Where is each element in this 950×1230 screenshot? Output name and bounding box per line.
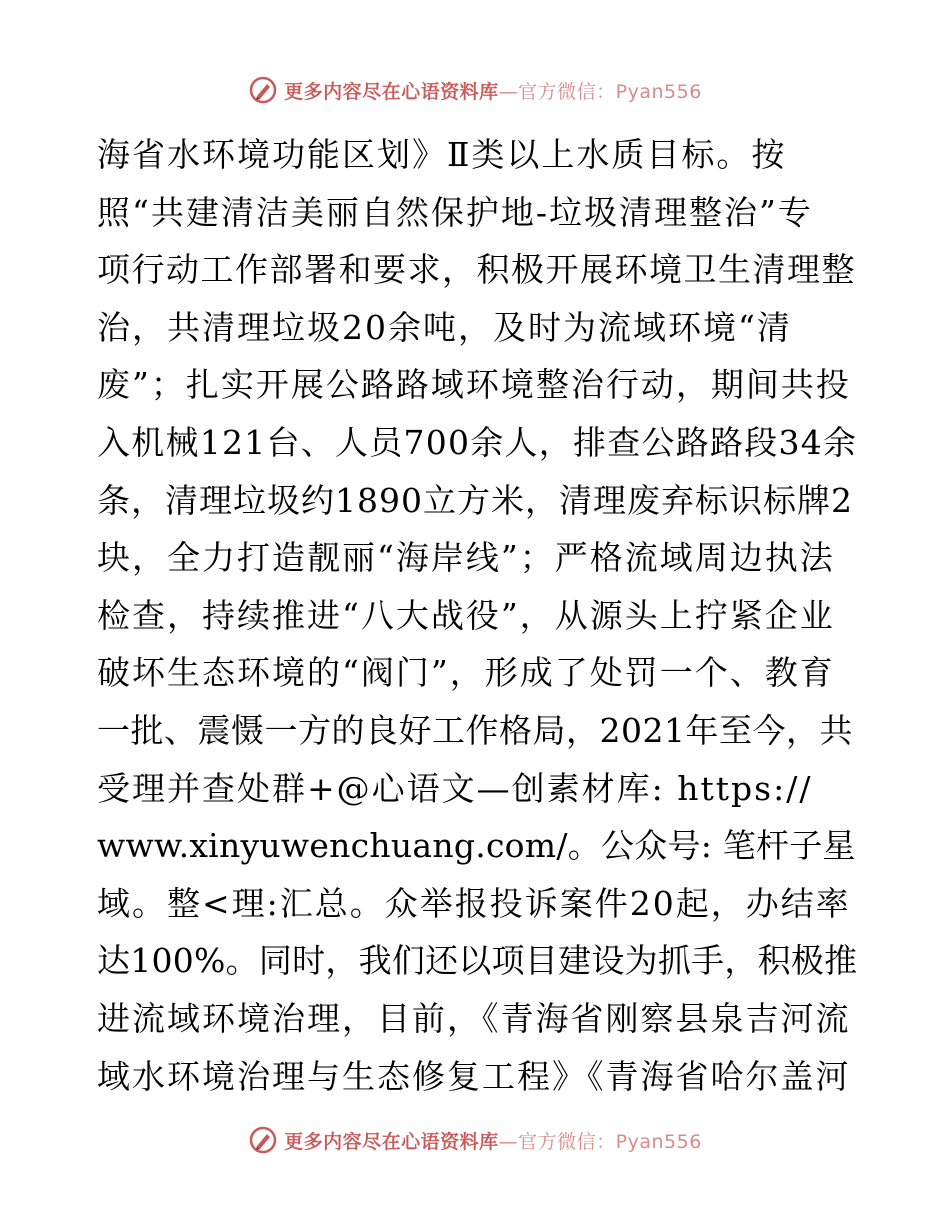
pen-circle-logo-icon (248, 75, 278, 105)
watermark-text (284, 77, 702, 104)
body-line: 破坏生态环境的“阀门”，形成了处罚一个、教育 (97, 653, 835, 693)
body-line: www.xinyuwenchuang.com/。公众号: 笔杆子星 (97, 826, 856, 866)
document-body (97, 126, 857, 1105)
pen-circle-logo-icon (248, 1125, 278, 1155)
body-line: 检查，持续推进“八大战役”，从源头上拧紧企业 (97, 595, 835, 635)
footer-watermark (0, 1120, 950, 1160)
body-line: 一批、震慑一方的良好工作格局，2021年至今，共 (97, 710, 853, 750)
watermark-brand: 更多内容尽在心语资料库 (284, 1130, 499, 1153)
body-line: 照“共建清洁美丽自然保护地-垃圾清理整治”专 (97, 192, 813, 232)
body-line: 域。整<理:汇总。众举报投诉案件20起，办结率 (97, 883, 851, 923)
body-line: 治，共清理垃圾20余吨，及时为流域环境“清 (97, 307, 792, 347)
header-watermark (0, 70, 950, 110)
watermark-brand: 更多内容尽在心语资料库 (284, 80, 499, 103)
watermark-suffix: —官方微信：Pyan556 (498, 80, 702, 103)
body-line: 项行动工作部署和要求，积极开展环境卫生清理整 (97, 250, 856, 290)
body-line: 达100%。同时，我们还以项目建设为抓手，积极推 (97, 941, 858, 981)
body-line: 条，清理垃圾约1890立方米，清理废弃标识标牌2 (97, 480, 853, 520)
body-line: 域水环境治理与生态修复工程》《青海省哈尔盖河 (97, 1056, 851, 1096)
body-line: 进流域环境治理，目前，《青海省刚察县泉吉河流 (97, 998, 851, 1038)
body-line: 入机械121台、人员700余人，排查公路路段34余 (97, 422, 858, 462)
body-line: 废”；扎实开展公路路域环境整治行动，期间共投 (97, 365, 851, 405)
body-line: 块，全力打造靓丽“海岸线”；严格流域周边执法 (97, 538, 835, 578)
watermark-text (284, 1127, 702, 1154)
watermark-suffix: —官方微信：Pyan556 (498, 1130, 702, 1153)
body-line: 海省水环境功能区划》Ⅱ类以上水质目标。按 (97, 135, 787, 174)
body-line: 受理并查处群+@心语文—创素材库: https:// (97, 768, 813, 808)
